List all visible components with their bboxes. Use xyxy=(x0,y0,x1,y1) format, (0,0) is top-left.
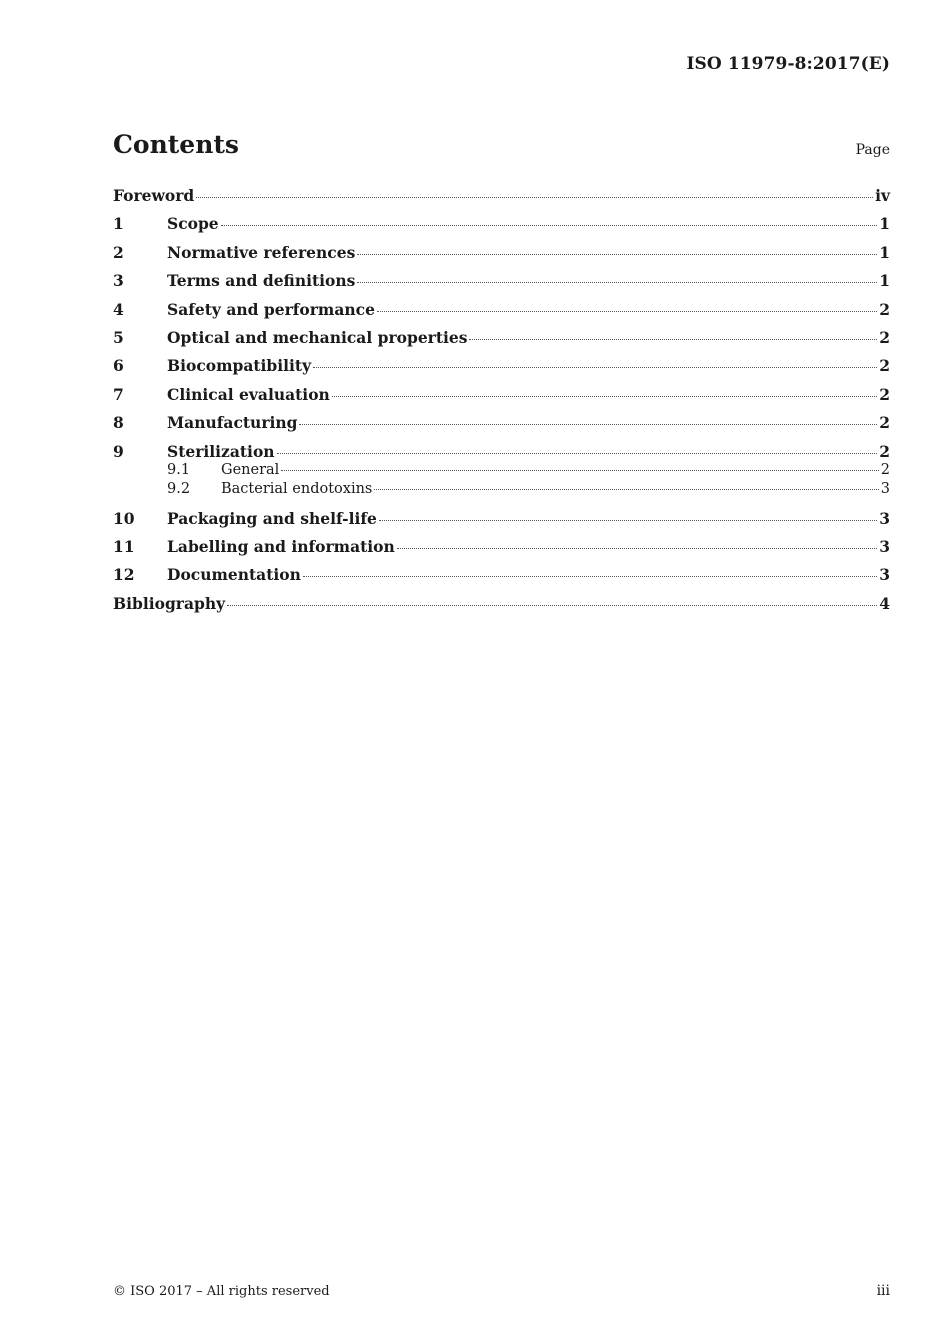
toc-entry-number: 5 xyxy=(113,327,124,347)
toc-entry-page: 2 xyxy=(879,299,890,319)
toc-entry-title: Documentation xyxy=(167,565,301,585)
dot-leader xyxy=(196,197,873,198)
dot-leader xyxy=(397,548,877,549)
toc-entry-number: 9.1 xyxy=(167,461,191,478)
toc-entry-title: Labelling and information xyxy=(167,536,395,556)
dot-leader xyxy=(299,424,877,425)
toc-entry-biocompatibility[interactable] xyxy=(113,355,890,383)
table-of-contents xyxy=(113,185,890,621)
toc-entry-manufacturing[interactable] xyxy=(113,412,890,440)
toc-entry-packaging-and-shelf-life[interactable] xyxy=(113,508,890,536)
dot-leader xyxy=(227,605,877,606)
toc-entry-title: Biocompatibility xyxy=(167,356,312,376)
toc-entry-number: 10 xyxy=(113,508,135,528)
toc-entry-page: 2 xyxy=(879,413,890,433)
toc-entry-page: 3 xyxy=(879,536,890,556)
dot-leader xyxy=(313,367,877,368)
toc-entry-normative-references[interactable] xyxy=(113,242,890,270)
page-number: iii xyxy=(876,1283,890,1299)
toc-entry-page: iv xyxy=(875,186,890,205)
toc-entry-title: Manufacturing xyxy=(167,413,298,433)
toc-entry-page: 3 xyxy=(880,481,890,498)
toc-entry-number: 1 xyxy=(113,214,124,234)
toc-entry-title: Clinical evaluation xyxy=(167,384,330,404)
dot-leader xyxy=(221,225,878,226)
toc-entry-title: Normative references xyxy=(167,242,356,262)
toc-entry-number: 9 xyxy=(113,441,124,461)
toc-entry-scope[interactable] xyxy=(113,213,890,241)
toc-entry-optical-and-mechanical-properties[interactable] xyxy=(113,327,890,355)
toc-entry-page: 1 xyxy=(879,271,890,291)
toc-entry-number: 9.2 xyxy=(167,481,191,498)
toc-entry-number: 8 xyxy=(113,413,124,433)
toc-entry-page: 2 xyxy=(879,327,890,347)
toc-entry-title: Bibliography xyxy=(113,593,226,613)
toc-entry-clinical-evaluation[interactable] xyxy=(113,384,890,412)
toc-entry-page: 1 xyxy=(879,214,890,234)
toc-entry-page: 2 xyxy=(879,356,890,376)
dot-leader xyxy=(303,576,877,577)
toc-entry-number: 3 xyxy=(113,271,124,291)
toc-entry-title: Safety and performance xyxy=(167,299,375,319)
toc-subentry-bacterial-endotoxins[interactable] xyxy=(113,480,890,500)
dot-leader xyxy=(469,339,877,340)
toc-entry-number: 7 xyxy=(113,384,124,404)
toc-entry-page: 3 xyxy=(879,508,890,528)
toc-entry-terms-and-definitions[interactable] xyxy=(113,270,890,298)
dot-leader xyxy=(332,396,877,397)
toc-entry-title: Scope xyxy=(167,214,219,234)
toc-entry-title: Sterilization xyxy=(167,441,275,461)
toc-entry-labelling-and-information[interactable] xyxy=(113,536,890,564)
toc-entry-title: Packaging and shelf-life xyxy=(167,508,377,528)
toc-entry-bibliography[interactable] xyxy=(113,593,890,621)
copyright-notice: © ISO 2017 – All rights reserved xyxy=(113,1284,330,1299)
toc-entry-page: 2 xyxy=(879,441,890,461)
toc-entry-title: Optical and mechanical properties xyxy=(167,327,468,347)
toc-entry-page: 3 xyxy=(879,565,890,585)
dot-leader xyxy=(379,520,877,521)
toc-entry-number: 2 xyxy=(113,242,124,262)
toc-entry-title: Terms and definitions xyxy=(167,271,356,291)
toc-entry-foreword[interactable] xyxy=(113,185,890,213)
toc-entry-sterilization[interactable] xyxy=(113,441,890,461)
toc-entry-page: 2 xyxy=(879,384,890,404)
page-column-label: Page xyxy=(855,142,890,158)
dot-leader xyxy=(357,254,877,255)
contents-title: Contents xyxy=(113,130,240,159)
toc-entry-number: 4 xyxy=(113,299,124,319)
toc-entry-number: 11 xyxy=(113,536,135,556)
toc-entry-page: 2 xyxy=(880,461,890,478)
toc-entry-number: 6 xyxy=(113,356,124,376)
toc-entry-number: 12 xyxy=(113,565,135,585)
document-id: ISO 11979-8:2017(E) xyxy=(686,54,890,74)
toc-entry-title: Foreword xyxy=(113,186,195,205)
toc-entry-documentation[interactable] xyxy=(113,564,890,592)
toc-subentry-general[interactable] xyxy=(113,461,890,481)
toc-entry-safety-and-performance[interactable] xyxy=(113,299,890,327)
toc-entry-title: General xyxy=(221,461,280,478)
toc-entry-page: 4 xyxy=(879,593,890,613)
dot-leader xyxy=(277,453,878,454)
toc-entry-page: 1 xyxy=(879,242,890,262)
toc-entry-title: Bacterial endotoxins xyxy=(221,481,373,498)
dot-leader xyxy=(281,470,878,471)
dot-leader xyxy=(377,311,877,312)
dot-leader xyxy=(357,282,877,283)
dot-leader xyxy=(374,489,878,490)
